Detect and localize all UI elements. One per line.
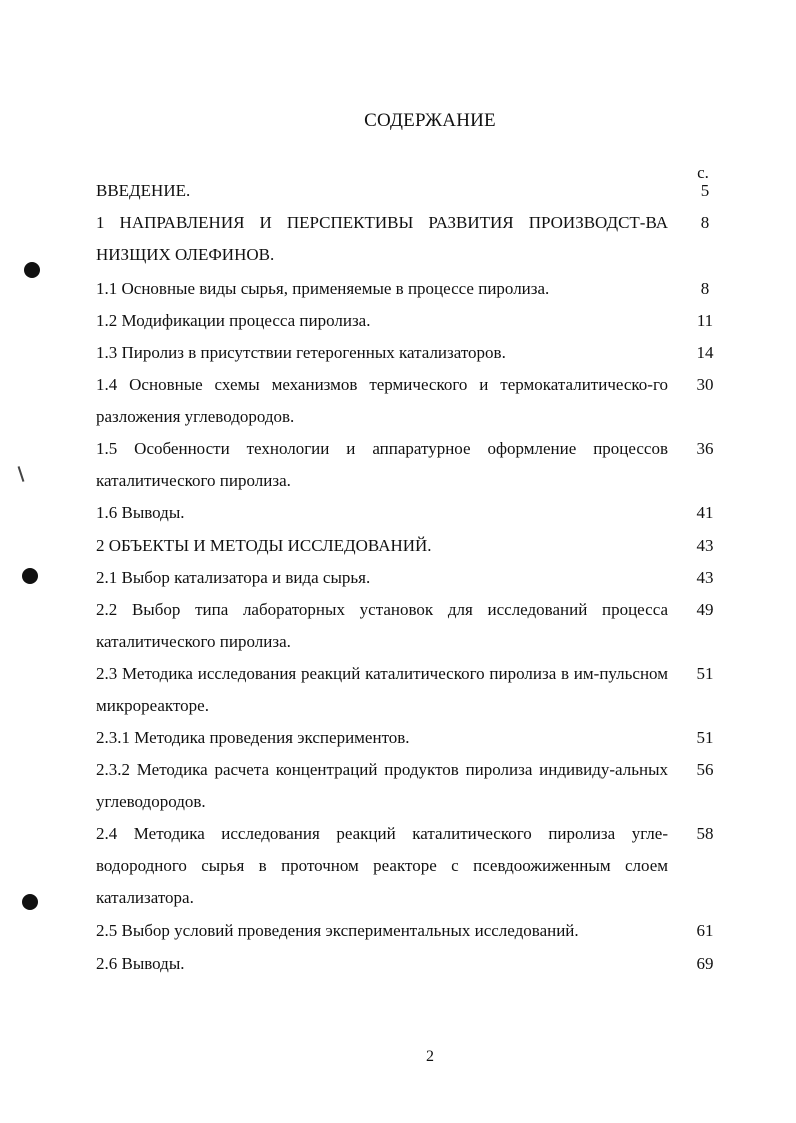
toc-entry-page: 8	[700, 213, 710, 232]
toc-entry-page: 49	[696, 600, 714, 619]
toc-entry-text: 2.3 Методика исследования реакций каталитического пиролиза в им-пульсном микрореакторе.	[96, 664, 668, 715]
toc-entry-page: 14	[696, 343, 714, 362]
toc-entry-text: 2.2 Выбор типа лабораторных установок для исследований процесса каталитического пиролиза.	[96, 600, 668, 651]
toc-entry-text: 2.3.1 Методика проведения экспериментов.	[96, 728, 410, 747]
toc-entry-page: 5	[700, 181, 710, 200]
toc-entry-text: 2.4 Методика исследования реакций каталитического пиролиза угле-водородного сырья в проточном реакторе с псевдоожиженным слоем катализатора.	[96, 824, 668, 907]
toc-entry-page: 51	[696, 664, 714, 683]
toc-entry-text: 2 ОБЪЕКТЫ И МЕТОДЫ ИССЛЕДОВАНИЙ.	[96, 536, 432, 555]
toc-entry-text: 1.1 Основные виды сырья, применяемые в процессе пиролиза.	[96, 279, 550, 298]
toc-entry-page: 56	[696, 760, 714, 779]
binder-hole-icon	[22, 568, 38, 584]
toc-entry-text: ВВЕДЕНИЕ.	[96, 181, 191, 200]
toc-entry-text: 2.3.2 Методика расчета концентраций продуктов пиролиза индивиду-альных углеводородов.	[96, 760, 668, 811]
toc-entry-page: 8	[700, 279, 710, 298]
toc-entry-text: 1.5 Особенности технологии и аппаратурное оформление процессов каталитического пиролиза.	[96, 439, 668, 490]
page-title: СОДЕРЖАНИЕ	[364, 110, 496, 131]
toc-entry-page: 11	[696, 311, 714, 330]
page-column-header: с.	[697, 163, 709, 182]
toc-entry-page: 61	[696, 921, 714, 940]
toc-entry-text: 2.6 Выводы.	[96, 954, 185, 973]
page-number: 2	[426, 1048, 434, 1065]
toc-entry-page: 36	[696, 439, 714, 458]
toc-entry-text: 1.3 Пиролиз в присутствии гетерогенных катализаторов.	[96, 343, 506, 362]
toc-entry-text: 1 НАПРАВЛЕНИЯ И ПЕРСПЕКТИВЫ РАЗВИТИЯ ПРОИЗВОДСТ-ВА НИЗЩИХ ОЛЕФИНОВ.	[96, 213, 668, 264]
toc-entry-text: 2.1 Выбор катализатора и вида сырья.	[96, 568, 371, 587]
toc-entry-text: 1.4 Основные схемы механизмов термического и термокаталитическо-го разложения углеводородов.	[96, 375, 668, 426]
binder-hole-icon	[24, 262, 40, 278]
toc-entry-page: 43	[696, 568, 714, 587]
toc-entry-text: 2.5 Выбор условий проведения экспериментальных исследований.	[96, 921, 579, 940]
toc-entry-text: 1.6 Выводы.	[96, 503, 185, 522]
toc-entry-text: 1.2 Модификации процесса пиролиза.	[96, 311, 371, 330]
toc-entry-page: 69	[696, 954, 714, 973]
binder-hole-icon	[22, 894, 38, 910]
toc-entry-page: 30	[696, 375, 714, 394]
toc-entry-page: 41	[696, 503, 714, 522]
toc-entry-page: 58	[696, 824, 714, 843]
toc-entry-page: 51	[696, 728, 714, 747]
toc-entry-page: 43	[696, 536, 714, 555]
